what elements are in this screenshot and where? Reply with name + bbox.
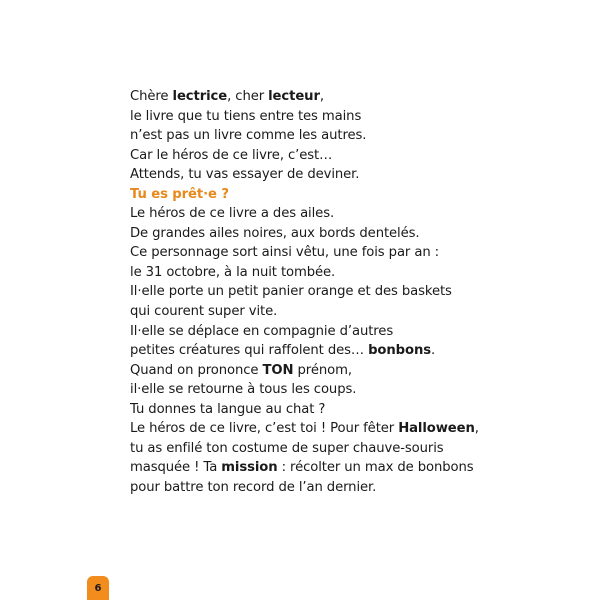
text-line [130,458,474,478]
text-span: prénom, [293,362,352,378]
text-line: De grandes ailes noires, aux bords dentelés. [130,225,420,241]
bold-word: mission [221,460,278,476]
text-line: Tu donnes ta langue au chat ? [130,401,326,417]
text-line [130,419,479,439]
text-span: petites créatures qui raffolent des… [130,343,369,359]
text-span: : récolter un max de bonbons [277,460,474,476]
bold-word: TON [262,362,294,378]
letter-text [130,87,479,497]
text-line: le livre que tu tiens entre tes mains [130,108,362,124]
text-line: Attends, tu vas essayer de deviner. [130,167,360,183]
text-line: Ce personnage sort ainsi vêtu, une fois par an : [130,245,440,261]
bold-word: lectrice [172,89,228,104]
page-number: 6 [94,582,102,594]
text-line: n’est pas un livre comme les autres. [130,128,367,144]
text-line: Il·elle porte un petit panier orange et des baskets [130,284,452,300]
text-line: qui courent super vite. [130,304,278,320]
text-line: Le héros de ce livre a des ailes. [130,206,335,222]
text-line: tu as enfilé ton costume de super chauve-souris [130,440,444,456]
page-number-tab [87,576,109,600]
text-span: Le héros de ce livre, c’est toi ! Pour fêter [130,421,399,437]
text-line [130,341,460,361]
text-span: . [431,343,436,359]
bold-word: lecteur [268,89,320,104]
bold-word: bonbons [368,343,431,359]
text-span: masquée ! Ta [130,460,222,476]
text-line: Il·elle se déplace en compagnie d’autres [130,323,394,339]
text-line: le 31 octobre, à la nuit tombée. [130,264,336,280]
text-span: Quand on prononce [130,362,263,378]
text-span: , cher [227,89,269,104]
text-span: , [319,89,324,104]
text-line: Car le héros de ce livre, c’est… [130,147,333,163]
text-line [130,87,460,107]
text-span: , [474,421,479,437]
text-line: il·elle se retourne à tous les coups. [130,382,357,398]
text-line [130,361,460,381]
question-heading: Tu es prêt·e ? [130,186,229,202]
text-line: pour battre ton record de l’an dernier. [130,479,377,495]
text-span: Chère [130,89,173,104]
bold-word: Halloween [398,421,475,437]
